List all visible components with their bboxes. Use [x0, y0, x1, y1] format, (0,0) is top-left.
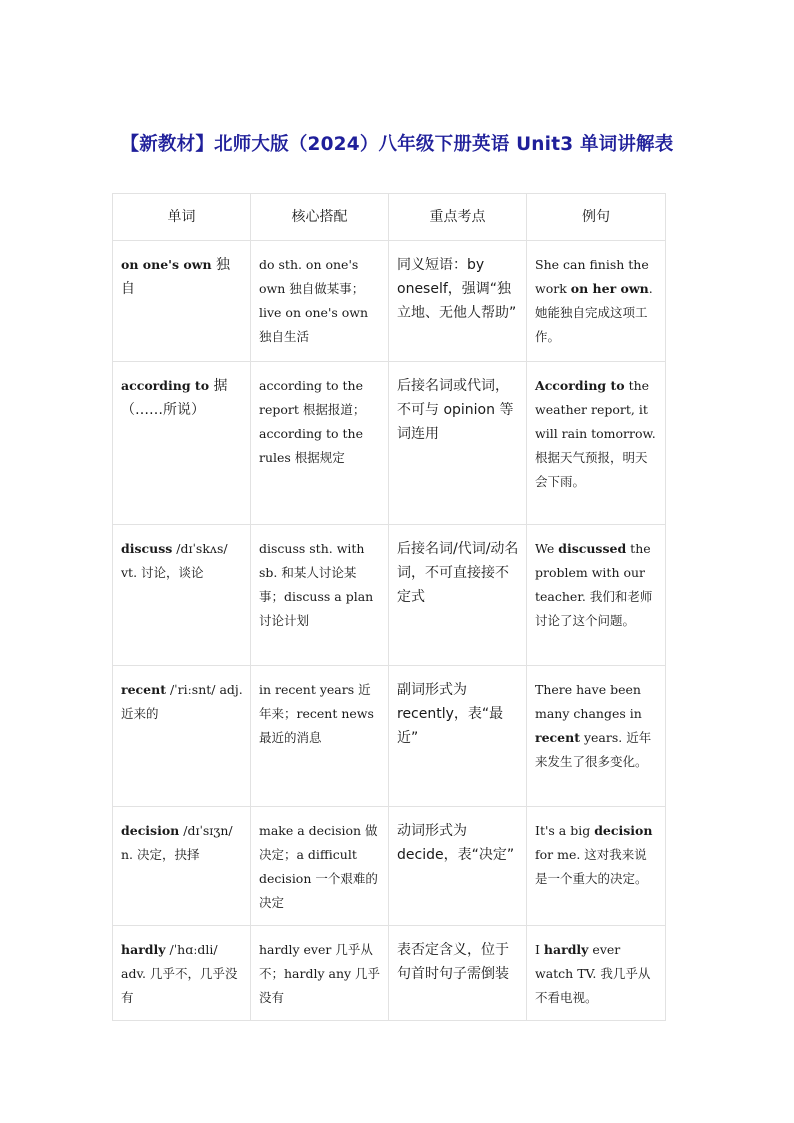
header-word: 单词 [113, 194, 251, 241]
key-point-cell: 表否定含义，位于句首时句子需倒装 [389, 926, 527, 1021]
collocation-cell: hardly ever 几乎从不；hardly any 几乎没有 [251, 926, 389, 1021]
collocation-cell: according to the report 根据报道；according to the rules 根据规定 [251, 362, 389, 525]
header-example: 例句 [527, 194, 666, 241]
example-text: I [535, 942, 544, 957]
word-term: on one's own [121, 257, 212, 272]
table-row [113, 241, 666, 362]
key-point-cell: 后接名词/代词/动名词，不可直接接不定式 [389, 525, 527, 666]
word-term: decision [121, 823, 180, 838]
example-highlight: on her own [570, 281, 649, 296]
header-key-point: 重点考点 [389, 194, 527, 241]
word-meaning: 独自 [121, 257, 231, 297]
key-point-cell: 动词形式为 decide，表“决定” [389, 807, 527, 926]
example-cell [527, 666, 666, 807]
collocation-cell: in recent years 近年来；recent news 最近的消息 [251, 666, 389, 807]
example-text: for me. 这对我来说是一个重大的决定。 [535, 847, 648, 886]
table-header-row [113, 194, 666, 241]
example-text: the problem with our teacher. 我们和老师讨论了这个问题。 [535, 541, 653, 628]
word-cell [113, 666, 251, 807]
example-text: There have been many changes in [535, 682, 642, 721]
example-text: years. 近年来发生了很多变化。 [535, 730, 652, 769]
table-row [113, 525, 666, 666]
table-row [113, 807, 666, 926]
collocation-cell: discuss sth. with sb. 和某人讨论某事；discuss a plan 讨论计划 [251, 525, 389, 666]
document-title: 【新教材】北师大版（2024）八年级下册英语 Unit3 单词讲解表 [120, 134, 674, 155]
word-meaning: /ˈriːsnt/ adj. 近来的 [121, 682, 243, 721]
table-row [113, 666, 666, 807]
word-term: discuss [121, 541, 173, 556]
example-highlight: recent [535, 730, 580, 745]
word-meaning: /dɪˈskʌs/ vt. 讨论，谈论 [121, 541, 228, 580]
example-highlight: According to [535, 378, 625, 393]
word-cell [113, 362, 251, 525]
word-meaning: 据（……所说） [121, 378, 228, 418]
example-text: She can finish the work [535, 257, 649, 296]
example-highlight: discussed [558, 541, 627, 556]
example-text: the weather report, it will rain tomorrow. 根据天气预报，明天会下雨。 [535, 378, 656, 489]
example-highlight: hardly [543, 942, 589, 957]
word-meaning: /dɪˈsɪʒn/ n. 决定，抉择 [121, 823, 233, 862]
word-cell [113, 241, 251, 362]
collocation-cell: make a decision 做决定；a difficult decision 一个艰难的决定 [251, 807, 389, 926]
key-point-cell: 同义短语：by oneself，强调“独立地、无他人帮助” [389, 241, 527, 362]
example-cell [527, 362, 666, 525]
collocation-cell: do sth. on one's own 独自做某事；live on one's own 独自生活 [251, 241, 389, 362]
table-row [113, 926, 666, 1021]
example-cell [527, 241, 666, 362]
key-point-cell: 副词形式为 recently，表“最近” [389, 666, 527, 807]
example-text: It's a big [535, 823, 595, 838]
example-cell [527, 926, 666, 1021]
example-text: ever watch TV. 我几乎从不看电视。 [535, 942, 651, 1005]
example-highlight: decision [594, 823, 653, 838]
word-cell [113, 807, 251, 926]
word-term: according to [121, 378, 210, 393]
example-cell [527, 807, 666, 926]
word-meaning: /ˈhɑːdli/ adv. 几乎不，几乎没有 [121, 942, 238, 1005]
example-text: . 她能独自完成这项工作。 [535, 281, 653, 344]
header-collocation: 核心搭配 [251, 194, 389, 241]
word-term: recent [121, 682, 166, 697]
word-cell [113, 525, 251, 666]
vocabulary-table [112, 193, 666, 1021]
table-row [113, 362, 666, 525]
example-cell [527, 525, 666, 666]
key-point-cell: 后接名词或代词，不可与 opinion 等词连用 [389, 362, 527, 525]
word-term: hardly [121, 942, 166, 957]
example-text: We [535, 541, 559, 556]
word-cell [113, 926, 251, 1021]
